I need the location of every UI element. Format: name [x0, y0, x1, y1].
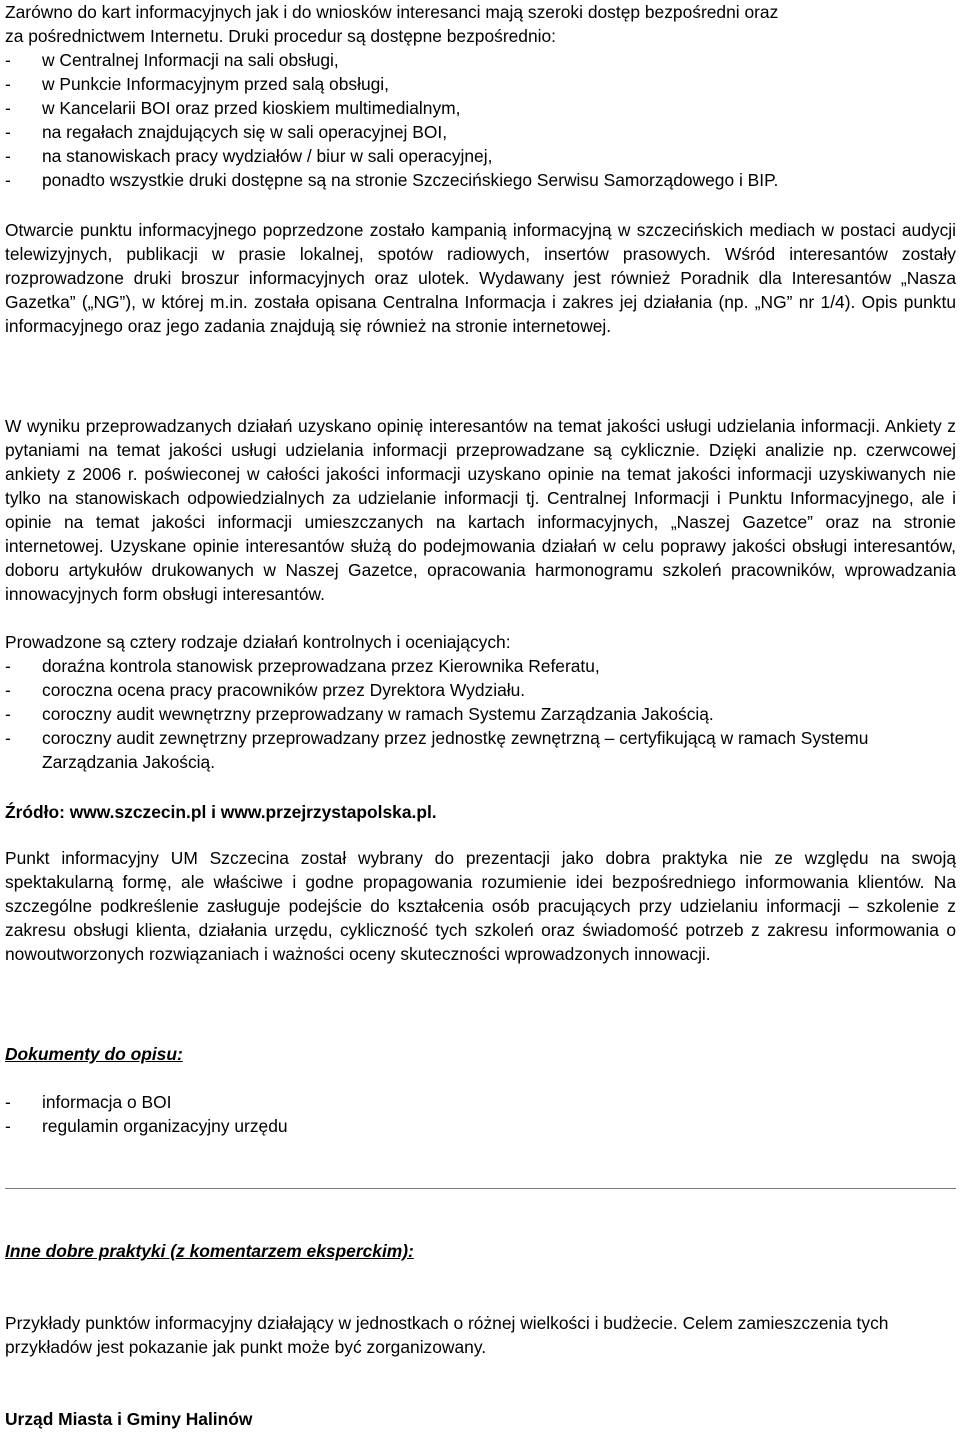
channels-list [5, 48, 956, 192]
dash-marker: - [5, 122, 11, 142]
dash-marker: - [5, 704, 11, 724]
dash-marker: - [5, 680, 11, 700]
next-section-title: Urząd Miasta i Gminy Halinów [5, 1409, 253, 1429]
source-line: Źródło: www.szczecin.pl i www.przejrzystapolska.pl. [5, 802, 437, 822]
list-item [5, 48, 956, 72]
intro-line-1: Zarówno do kart informacyjnych jak i do wniosków interesanci mają szeroki dostęp bezpośredni oraz [5, 2, 779, 22]
dash-marker: - [5, 98, 11, 118]
list-item-text: doraźna kontrola stanowisk przeprowadzana przez Kierownika Referatu, [42, 656, 600, 676]
list-item-text: na regałach znajdujących się w sali operacyjnej BOI, [42, 122, 448, 142]
list-item-text: w Centralnej Informacji na sali obsługi, [42, 50, 339, 70]
list-item [5, 678, 956, 702]
list-item-text: na stanowiskach pracy wydziałów / biur w sali operacyjnej, [42, 146, 493, 166]
list-item [5, 144, 956, 168]
list-item [5, 1114, 956, 1138]
list-item-text: coroczna ocena pracy pracowników przez Dyrektora Wydziału. [42, 680, 526, 700]
dash-marker: - [5, 74, 11, 94]
dash-marker: - [5, 1116, 11, 1136]
dash-marker: - [5, 728, 11, 748]
controls-list [5, 654, 956, 774]
section-divider [5, 1188, 956, 1189]
results-paragraph: W wyniku przeprowadzanych działań uzyskano opinię interesantów na temat jakości usługi udzielania informacji. Ankiety z pytaniami na temat jakości usługi udzielania informacji przeprowadzane są cyklicznie. Dzięki analizie np. czerwcowej ankiety z 2006 r. poświeconej w całości jakości informacji uzyskano opinie na temat jakości informacji uzyskiwanych nie tylko na stanowiskach odpowiedzialnych za udzielanie informacji tj. Centralnej Informacji i Punktu Informacyjnego, ale i opinie na temat jakości informacji umieszczanych na kartach informacyjnych, „Naszej Gazetce” oraz na stronie internetowej. Uzyskane opinie interesantów służą do podejmowania działań w celu poprawy jakości obsługi interesantów, doboru artykułów drukowanych w Naszej Gazetce, opracowania harmonogramu szkoleń pracowników, wprowadzania innowacyjnych form obsługi interesantów. [5, 416, 956, 604]
list-item-text: w Punkcie Informacyjnym przed salą obsługi, [42, 74, 389, 94]
list-item-text: regulamin organizacyjny urzędu [42, 1116, 288, 1136]
dash-marker: - [5, 1092, 11, 1112]
dash-marker: - [5, 146, 11, 166]
list-item-text: coroczny audit zewnętrzny przeprowadzany przez jednostkę zewnętrzną – certyfikującą w ramach Systemu Zarządzania Jakością. [42, 728, 869, 772]
opening-paragraph: Otwarcie punktu informacyjnego poprzedzone zostało kampanią informacyjną w szczecińskich mediach w postaci audycji telewizyjnych, publikacji w prasie lokalnej, spotów radiowych, insertów prasowych. Wśród interesantów zostały rozprowadzone druki broszur informacyjnych oraz ulotek. Wydawany jest również Poradnik dla Interesantów „Nasza Gazetka” („NG”), w której m.in. została opisana Centralna Informacja i zakres jej działania (np. „NG” nr 1/4). Opis punktu informacyjnego oraz jego zadania znajdują się również na stronie internetowej. [5, 220, 956, 336]
other-practices-text: Przykłady punktów informacyjny działający w jednostkach o różnej wielkości i budżecie. Celem zamieszczenia tych przykładów jest pokazanie jak punkt może być zorganizowany. [5, 1313, 889, 1357]
documents-list [5, 1090, 956, 1138]
controls-intro: Prowadzone są cztery rodzaje działań kontrolnych i oceniających: [5, 632, 511, 652]
dash-marker: - [5, 170, 11, 190]
dash-marker: - [5, 50, 11, 70]
controls-section [5, 630, 956, 774]
dash-marker: - [5, 656, 11, 676]
list-item [5, 726, 956, 774]
list-item [5, 120, 956, 144]
documents-heading: Dokumenty do opisu: [5, 1044, 183, 1064]
list-item-text: informacja o BOI [42, 1092, 172, 1112]
other-practices-heading: Inne dobre praktyki (z komentarzem eksperckim): [5, 1241, 414, 1261]
intro-line-2: za pośrednictwem Internetu. Druki procedur są dostępne bezpośrednio: [5, 26, 557, 46]
list-item [5, 72, 956, 96]
list-item [5, 702, 956, 726]
intro-section [5, 0, 956, 192]
list-item-text: coroczny audit wewnętrzny przeprowadzany w ramach Systemu Zarządzania Jakością. [42, 704, 714, 724]
list-item [5, 654, 956, 678]
list-item [5, 1090, 956, 1114]
list-item-text: ponadto wszystkie druki dostępne są na stronie Szczecińskiego Serwisu Samorządowego i BIP. [42, 170, 779, 190]
list-item-text: w Kancelarii BOI oraz przed kioskiem multimedialnym, [42, 98, 461, 118]
list-item [5, 96, 956, 120]
list-item [5, 168, 956, 192]
summary-paragraph: Punkt informacyjny UM Szczecina został wybrany do prezentacji jako dobra praktyka nie ze względu na swoją spektakularną formę, ale właściwe i godne propagowania rozumienie idei bezpośredniego informowania klientów. Na szczególne podkreślenie zasługuje podejście do kształcenia osób pracujących przy udzielaniu informacji – szkolenie z zakresu obsługi klienta, działania urzędu, cykliczność tych szkoleń oraz świadomość potrzeb z zakresu informowania o nowoutworzonych rozwiązaniach i ważności oceny skuteczności wprowadzonych innowacji. [5, 848, 956, 964]
